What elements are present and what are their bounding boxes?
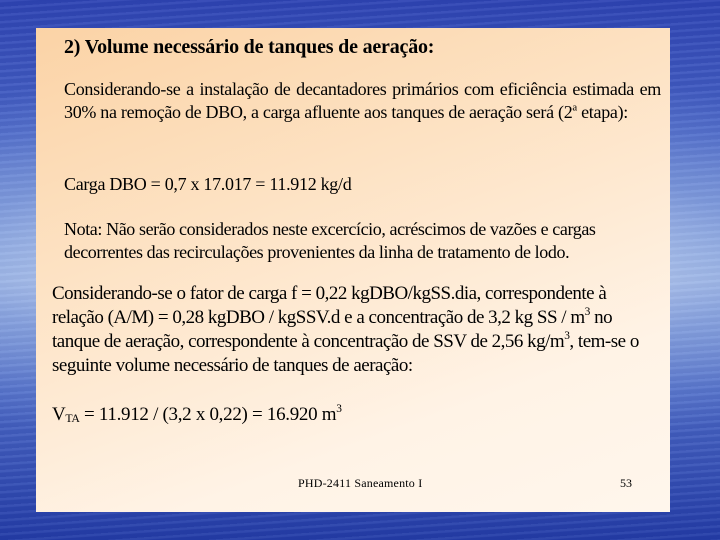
load-factor-text-3: , tem-se o seguinte volume necessário de tanques de aeração: (52, 331, 639, 376)
intro-paragraph (64, 78, 661, 124)
note-paragraph: Nota: Não serão considerados neste excercício, acréscimos de vazões e cargas decorrentes das recirculações provenientes da linha de tratamento de lodo. (64, 219, 596, 262)
ordinal-superscript: a (572, 101, 577, 114)
formula-symbol: V (52, 404, 66, 425)
formula-subscript: TA (65, 411, 80, 425)
intro-text-end: etapa): (576, 102, 628, 122)
slide-panel (36, 28, 670, 512)
section-heading: 2) Volume necessário de tanques de aeração: (64, 36, 435, 58)
volume-formula (52, 404, 342, 426)
load-factor-text-2: no tanque de aeração, correspondente à concentração de SSV de 2,56 kg/m (52, 307, 613, 352)
footer-course: PHD-2411 Saneamento I (298, 476, 423, 490)
cubic-superscript-1: 3 (584, 306, 590, 319)
cubic-superscript-2: 3 (564, 330, 570, 343)
load-factor-text-1: Considerando-se o fator de carga f = 0,22 kgDBO/kgSS.dia, correspondente à relação (A/M) = 0,28 kgDBO / kgSSV.d e a concentração de 3,2 kg SS / m (52, 283, 607, 328)
load-factor-paragraph (52, 282, 656, 378)
footer-page-number: 53 (620, 476, 632, 490)
formula-superscript: 3 (336, 403, 342, 416)
formula-expression: = 11.912 / (3,2 x 0,22) = 16.920 m (79, 404, 337, 425)
intro-text: Considerando-se a instalação de decantadores primários com eficiência estimada em 30% na remoção de DBO, a carga afluente aos tanques de aeração será (2 (64, 79, 661, 122)
carga-dbo-line: Carga DBO = 0,7 x 17.017 = 11.912 kg/d (64, 174, 352, 194)
